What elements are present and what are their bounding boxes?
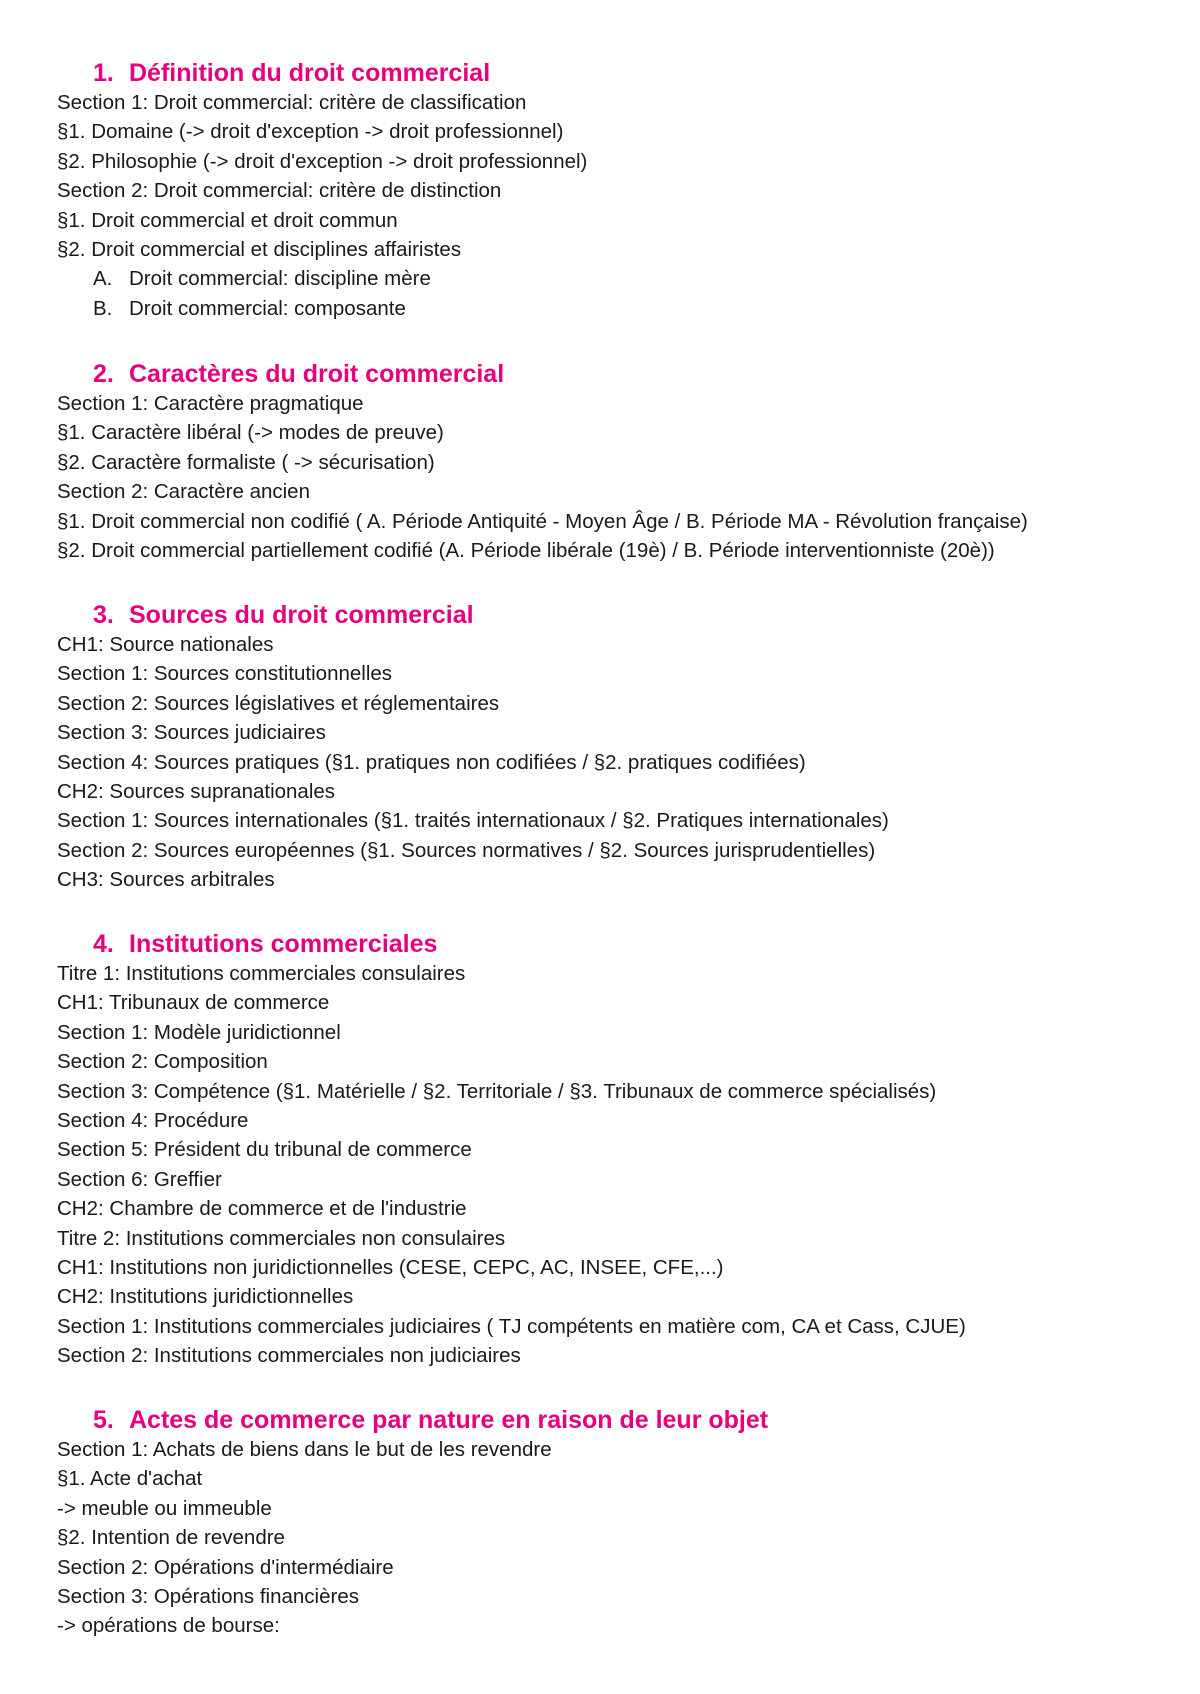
section-title: Institutions commerciales (129, 930, 438, 958)
outline-line: Section 2: Institutions commerciales non judiciaires (57, 1344, 521, 1368)
list-letter: A. (93, 267, 113, 291)
outline-line: Section 2: Composition (57, 1050, 268, 1074)
section-title: Actes de commerce par nature en raison de leur objet (129, 1406, 769, 1434)
outline-line: Section 1: Droit commercial: critère de classification (57, 91, 527, 114)
outline-subitem (93, 294, 1200, 323)
outline-line: Section 1: Achats de biens dans le but de les revendre (57, 1438, 552, 1461)
outline-line: Section 1: Sources internationales (§1. traités internationaux / §2. Pratiques internationales) (57, 809, 889, 833)
outline-line: CH3: Sources arbitrales (57, 868, 275, 892)
section-number: 4. (93, 930, 114, 958)
section-number: 1. (93, 59, 114, 87)
outline-line: Section 5: Président du tribunal de commerce (57, 1138, 472, 1162)
outline-section-2 (0, 359, 1200, 565)
section-heading (93, 1405, 1200, 1435)
outline-line: §2. Caractère formaliste ( -> sécurisation) (57, 450, 435, 474)
section-heading (93, 600, 1200, 630)
outline-line: -> opérations de bourse: (57, 1614, 280, 1638)
outline-line: CH2: Chambre de commerce et de l'industrie (57, 1197, 467, 1221)
outline-line: Section 3: Opérations financières (57, 1584, 359, 1608)
outline-line: Section 4: Sources pratiques (§1. pratiques non codifiées / §2. pratiques codifiées) (57, 750, 806, 774)
outline-section-3 (0, 600, 1200, 895)
outline-line: Section 1: Modèle juridictionnel (57, 1020, 341, 1044)
outline-line: §1. Droit commercial et droit commun (57, 208, 398, 232)
section-heading (93, 359, 1200, 389)
outline-line: §1. Droit commercial non codifié ( A. Période Antiquité - Moyen Âge / B. Période MA - Révolution française) (57, 509, 1028, 533)
outline-line: CH1: Institutions non juridictionnelles (CESE, CEPC, AC, INSEE, CFE,...) (57, 1255, 724, 1279)
section-number: 5. (93, 1406, 114, 1434)
section-number: 2. (93, 360, 114, 388)
outline-section-1 (0, 58, 1200, 323)
outline-line: CH2: Institutions juridictionnelles (57, 1285, 354, 1309)
outline-line: Section 1: Caractère pragmatique (57, 392, 364, 415)
section-heading (93, 58, 1200, 88)
outline-line: §2. Droit commercial et disciplines affairistes (57, 237, 462, 261)
list-letter: B. (93, 296, 113, 320)
outline-line: §2. Philosophie (-> droit d'exception -> droit professionnel) (57, 149, 588, 173)
outline-line: Section 6: Greffier (57, 1167, 222, 1191)
outline-line: §1. Acte d'achat (57, 1467, 203, 1491)
outline-line: Section 3: Compétence (§1. Matérielle / §2. Territoriale / §3. Tribunaux de commerce spécialisés) (57, 1079, 937, 1103)
outline-line: CH1: Tribunaux de commerce (57, 991, 330, 1015)
outline-line: Section 4: Procédure (57, 1108, 249, 1132)
subitem-text: Droit commercial: discipline mère (129, 267, 431, 291)
outline-line: Section 2: Caractère ancien (57, 480, 310, 504)
section-title: Sources du droit commercial (129, 601, 474, 629)
section-title: Définition du droit commercial (129, 59, 491, 87)
outline-subitem (93, 264, 1200, 293)
outline-line: Section 1: Sources constitutionnelles (57, 662, 393, 686)
outline-line: Section 2: Opérations d'intermédiaire (57, 1555, 394, 1579)
outline-section-4 (0, 929, 1200, 1370)
outline-line: §1. Caractère libéral (-> modes de preuve) (57, 421, 444, 445)
outline-line: §2. Droit commercial partiellement codifié (A. Période libérale (19è) / B. Période interventionniste (20è)) (57, 538, 995, 562)
outline-line: Titre 1: Institutions commerciales consulaires (57, 962, 466, 985)
outline-line: Titre 2: Institutions commerciales non consulaires (57, 1226, 506, 1250)
outline-line: CH1: Source nationales (57, 633, 274, 656)
outline-line: Section 3: Sources judiciaires (57, 721, 326, 745)
outline-line: §2. Intention de revendre (57, 1526, 285, 1550)
outline-line: CH2: Sources supranationales (57, 779, 336, 803)
subitem-text: Droit commercial: composante (129, 296, 406, 320)
section-title: Caractères du droit commercial (129, 360, 505, 388)
outline-section-5 (0, 1405, 1200, 1641)
outline-line: §1. Domaine (-> droit d'exception -> droit professionnel) (57, 120, 564, 144)
outline-line: -> meuble ou immeuble (57, 1496, 272, 1520)
section-heading (93, 929, 1200, 959)
outline-line: Section 2: Sources européennes (§1. Sources normatives / §2. Sources jurisprudentielles) (57, 838, 876, 862)
outline-line: Section 2: Sources législatives et réglementaires (57, 691, 500, 715)
outline-line: Section 2: Droit commercial: critère de distinction (57, 179, 502, 203)
section-number: 3. (93, 601, 114, 629)
outline-line: Section 1: Institutions commerciales judiciaires ( TJ compétents en matière com, CA et Cass, CJUE) (57, 1314, 966, 1338)
